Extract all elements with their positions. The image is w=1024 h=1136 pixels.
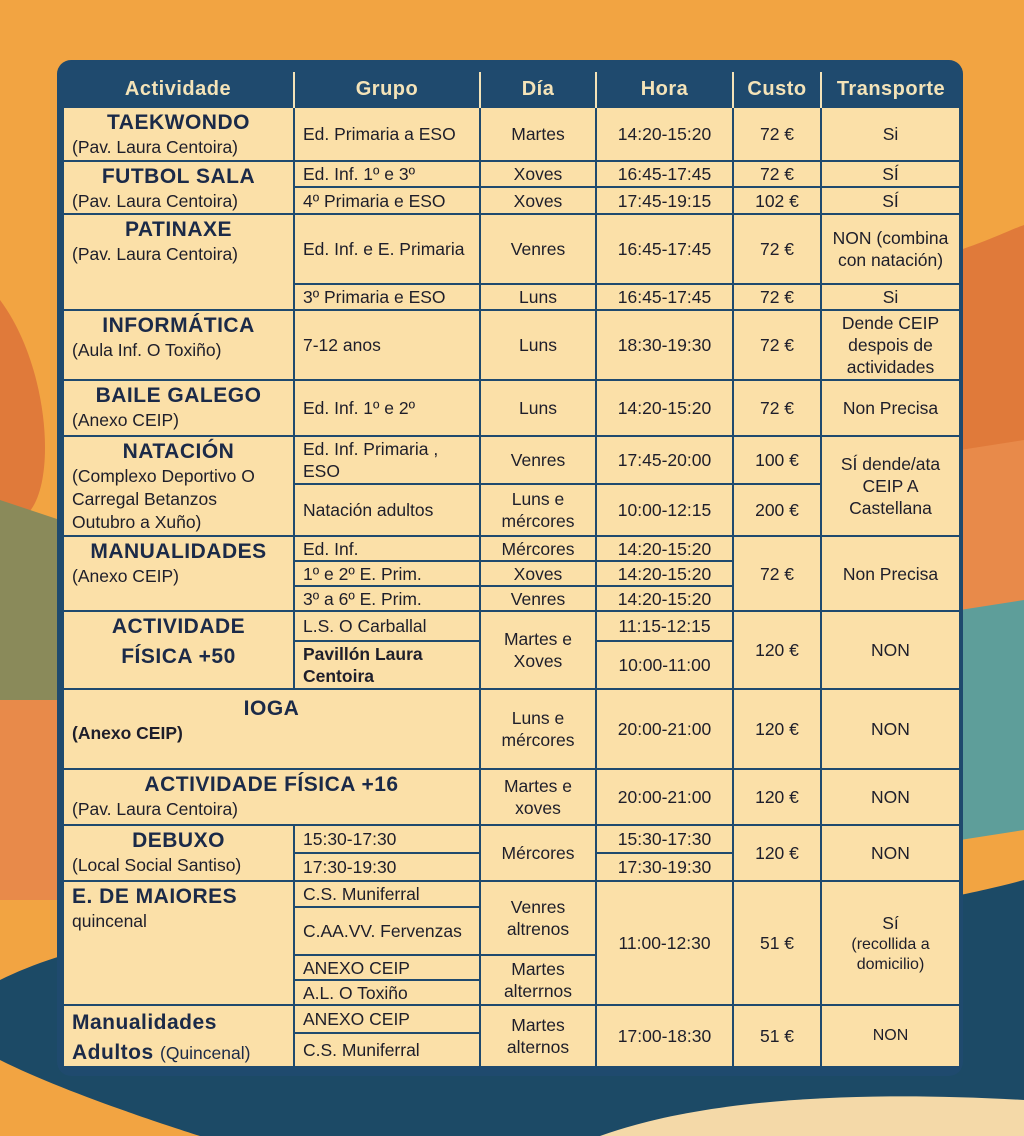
- table-row: [63, 107, 960, 161]
- hora-cell: 10:00-11:00: [596, 641, 733, 689]
- table-row: [63, 689, 960, 769]
- table-row: [63, 380, 960, 436]
- custo-cell: 72 €: [733, 310, 821, 380]
- custo-cell: 120 €: [733, 611, 821, 689]
- grupo-cell: C.AA.VV. Fervenzas: [294, 907, 480, 955]
- hora-cell: 17:30-19:30: [596, 853, 733, 881]
- dia-cell: Venres: [480, 436, 596, 484]
- transporte-cell: NON: [821, 1005, 960, 1067]
- activity-cell: [63, 611, 294, 689]
- grupo-cell: C.S. Muniferral: [294, 1033, 480, 1067]
- header-transporte: Transporte: [821, 72, 960, 107]
- dia-cell: Luns e mércores: [480, 689, 596, 769]
- transporte-cell: NON: [821, 611, 960, 689]
- activity-title-line2: [72, 1040, 285, 1066]
- custo-cell: 120 €: [733, 769, 821, 825]
- activity-title-line2: FÍSICA +50: [121, 645, 236, 668]
- grupo-cell: Ed. Inf. e E. Primaria: [294, 214, 480, 284]
- hora-cell: 10:00-12:15: [596, 484, 733, 536]
- table-row: [63, 161, 960, 187]
- table-row: [63, 536, 960, 561]
- activity-place: (Local Social Santiso): [72, 855, 242, 875]
- grupo-cell: L.S. O Carballal: [294, 611, 480, 641]
- custo-cell: 120 €: [733, 689, 821, 769]
- grupo-cell: 15:30-17:30: [294, 825, 480, 853]
- activity-place: (Pav. Laura Centoira): [72, 799, 239, 819]
- transporte-main: Sí: [882, 912, 899, 933]
- custo-cell: 72 €: [733, 214, 821, 284]
- activity-title: NATACIÓN: [122, 440, 235, 463]
- grupo-cell: 1º e 2º E. Prim.: [294, 561, 480, 586]
- custo-cell: 51 €: [733, 881, 821, 1005]
- transporte-cell: Dende CEIP despois de actividades: [821, 310, 960, 380]
- activity-title-word: Adultos: [72, 1041, 154, 1064]
- hora-cell: 16:45-17:45: [596, 161, 733, 187]
- dia-cell: Venres: [480, 214, 596, 284]
- activity-title: IOGA: [243, 697, 300, 720]
- custo-cell: 72 €: [733, 107, 821, 161]
- activity-place: (Anexo CEIP): [72, 723, 183, 743]
- table-row: [63, 769, 960, 825]
- table-row: [63, 611, 960, 641]
- hora-cell: 17:45-20:00: [596, 436, 733, 484]
- dia-cell: Luns: [480, 284, 596, 310]
- dia-cell: Xoves: [480, 187, 596, 214]
- custo-cell: 51 €: [733, 1005, 821, 1067]
- grupo-cell: Ed. Inf. Primaria , ESO: [294, 436, 480, 484]
- grupo-cell: Pavillón Laura Centoira: [294, 641, 480, 689]
- transporte-cell: Si: [821, 284, 960, 310]
- header-hora: Hora: [596, 72, 733, 107]
- activity-title: ACTIVIDADE: [111, 615, 246, 638]
- header-grupo: Grupo: [294, 72, 480, 107]
- custo-cell: 72 €: [733, 536, 821, 611]
- hora-cell: 14:20-15:20: [596, 561, 733, 586]
- custo-cell: 72 €: [733, 380, 821, 436]
- activity-cell: [63, 436, 294, 536]
- table-row: [63, 310, 960, 380]
- activity-place: (Pav. Laura Centoira): [72, 137, 239, 157]
- activity-title: INFORMÁTICA: [102, 314, 255, 337]
- transporte-cell: NON: [821, 689, 960, 769]
- grupo-cell: ANEXO CEIP: [294, 1005, 480, 1033]
- header-actividade: Actividade: [63, 72, 294, 107]
- table-row: [63, 825, 960, 853]
- grupo-cell: Natación adultos: [294, 484, 480, 536]
- hora-cell: 20:00-21:00: [596, 769, 733, 825]
- dia-cell: Martes e Xoves: [480, 611, 596, 689]
- activity-title: PATINAXE: [124, 218, 233, 241]
- hora-cell: 15:30-17:30: [596, 825, 733, 853]
- activity-place: quincenal: [72, 911, 147, 931]
- header-dia: Día: [480, 72, 596, 107]
- activity-cell: [63, 825, 294, 881]
- grupo-cell: ANEXO CEIP: [294, 955, 480, 980]
- hora-cell: 16:45-17:45: [596, 284, 733, 310]
- transporte-cell: NON: [821, 825, 960, 881]
- transporte-cell: Si: [821, 107, 960, 161]
- activities-table: [62, 72, 961, 1068]
- grupo-cell: Ed. Inf. 1º e 3º: [294, 161, 480, 187]
- transporte-cell: SÍ: [821, 187, 960, 214]
- dia-cell: Venres altrenos: [480, 881, 596, 955]
- activity-place: (Aula Inf. O Toxiño): [72, 340, 222, 360]
- hora-cell: 14:20-15:20: [596, 536, 733, 561]
- dia-cell: Martes: [480, 107, 596, 161]
- transporte-cell: SÍ dende/ata CEIP A Castellana: [821, 436, 960, 536]
- activity-place: (Complexo Deportivo O Carregal Betanzos Outubro a Xuño): [72, 466, 255, 532]
- hora-cell: 14:20-15:20: [596, 380, 733, 436]
- dia-cell: Martes alterrnos: [480, 955, 596, 1005]
- activity-cell: [63, 310, 294, 380]
- activity-title: ACTIVIDADE FÍSICA +16: [144, 773, 399, 796]
- dia-cell: Venres: [480, 586, 596, 611]
- activity-title: TAEKWONDO: [107, 111, 250, 134]
- transporte-cell: Non Precisa: [821, 380, 960, 436]
- custo-cell: 120 €: [733, 825, 821, 881]
- hora-cell: 11:15-12:15: [596, 611, 733, 641]
- grupo-cell: 17:30-19:30: [294, 853, 480, 881]
- hora-cell: 14:20-15:20: [596, 586, 733, 611]
- activity-title: BAILE GALEGO: [95, 384, 262, 407]
- dia-cell: Martes e xoves: [480, 769, 596, 825]
- transporte-cell: NON: [821, 769, 960, 825]
- activity-cell: [63, 881, 294, 1005]
- table-row: [63, 881, 960, 907]
- grupo-cell: Ed. Primaria a ESO: [294, 107, 480, 161]
- transporte-cell: [821, 881, 960, 1005]
- transporte-cell: NON (combina con natación): [821, 214, 960, 284]
- activity-title: E. DE MAIORES: [72, 885, 238, 908]
- hora-cell: 17:00-18:30: [596, 1005, 733, 1067]
- activity-cell: [63, 161, 294, 214]
- custo-cell: 100 €: [733, 436, 821, 484]
- activity-cell: [63, 380, 294, 436]
- activity-cell: [63, 1005, 294, 1067]
- activity-cell: [63, 214, 294, 310]
- grupo-cell: 3º Primaria e ESO: [294, 284, 480, 310]
- dia-cell: Martes alternos: [480, 1005, 596, 1067]
- transporte-cell: SÍ: [821, 161, 960, 187]
- custo-cell: 200 €: [733, 484, 821, 536]
- grupo-cell: C.S. Muniferral: [294, 881, 480, 907]
- dia-cell: Xoves: [480, 161, 596, 187]
- activity-place: (Pav. Laura Centoira): [72, 191, 239, 211]
- dia-cell: Luns e mércores: [480, 484, 596, 536]
- dia-cell: Xoves: [480, 561, 596, 586]
- activity-title: MANUALIDADES: [90, 540, 267, 563]
- hora-cell: 17:45-19:15: [596, 187, 733, 214]
- header-custo: Custo: [733, 72, 821, 107]
- grupo-cell: 4º Primaria e ESO: [294, 187, 480, 214]
- custo-cell: 72 €: [733, 284, 821, 310]
- dia-cell: Luns: [480, 310, 596, 380]
- activity-cell: [63, 107, 294, 161]
- transporte-note: (recollida a domicilio): [851, 935, 930, 973]
- activity-place: (Anexo CEIP): [72, 566, 179, 586]
- grupo-cell: 7-12 anos: [294, 310, 480, 380]
- grupo-cell: Ed. Inf. 1º e 2º: [294, 380, 480, 436]
- activity-title: Manualidades: [72, 1011, 217, 1034]
- transporte-cell: Non Precisa: [821, 536, 960, 611]
- dia-cell: Luns: [480, 380, 596, 436]
- grupo-cell: A.L. O Toxiño: [294, 980, 480, 1005]
- grupo-cell: 3º a 6º E. Prim.: [294, 586, 480, 611]
- activity-title: FUTBOL SALA: [101, 165, 256, 188]
- activity-frequency: (Quincenal): [160, 1043, 251, 1063]
- table-row: [63, 436, 960, 484]
- activity-place: (Anexo CEIP): [72, 410, 179, 430]
- activity-cell: [63, 536, 294, 611]
- table-row: [63, 1005, 960, 1033]
- activity-cell: [63, 769, 480, 825]
- hora-cell: 20:00-21:00: [596, 689, 733, 769]
- hora-cell: 18:30-19:30: [596, 310, 733, 380]
- activity-cell: [63, 689, 480, 769]
- dia-cell: Mércores: [480, 825, 596, 881]
- activity-title: DEBUXO: [132, 829, 225, 852]
- hora-cell: 14:20-15:20: [596, 107, 733, 161]
- hora-cell: 16:45-17:45: [596, 214, 733, 284]
- dia-cell: Mércores: [480, 536, 596, 561]
- custo-cell: 102 €: [733, 187, 821, 214]
- header-row: [63, 72, 960, 107]
- hora-cell: 11:00-12:30: [596, 881, 733, 1005]
- table-row: [63, 214, 960, 284]
- activity-place: (Pav. Laura Centoira): [72, 244, 239, 264]
- custo-cell: 72 €: [733, 161, 821, 187]
- grupo-cell: Ed. Inf.: [294, 536, 480, 561]
